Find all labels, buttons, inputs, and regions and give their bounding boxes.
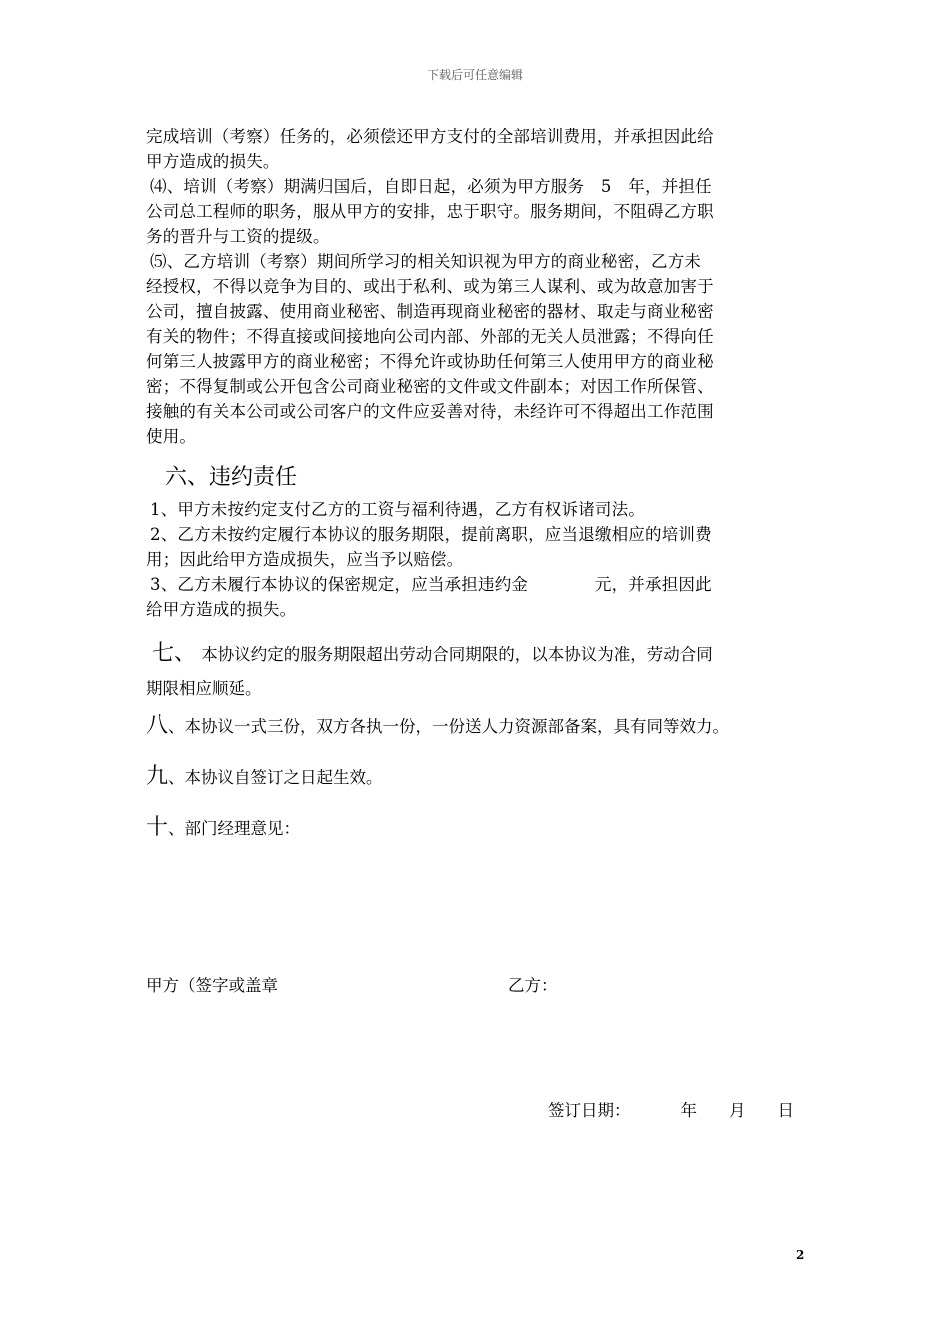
section10 — [146, 810, 300, 841]
text-line: 给甲方造成的损失。 — [146, 600, 297, 619]
party-a-signature: 甲方（签字或盖章 — [146, 976, 278, 995]
section10-text: 、部门经理意见： — [168, 819, 301, 838]
date-label: 签订日期： — [548, 1101, 631, 1120]
text-line: ⑸、乙方培训（考察）期间所学习的相关知识视为甲方的商业秘密，乙方未 — [150, 252, 702, 271]
text-line: 公司总工程师的职务，服从甲方的安排，忠于职守。服务期间，不阻碍乙方职 — [146, 202, 714, 221]
text-line: 用；因此给甲方造成损失，应当予以赔偿。 — [146, 550, 464, 569]
text-line: 2、乙方未按约定履行本协议的服务期限，提前离职，应当退缴相应的培训费 — [150, 525, 712, 544]
page-number: 2 — [796, 1248, 805, 1262]
text-line: ⑷、培训（考察）期满归国后，自即日起，必须为甲方服务 5 年，并担任 — [150, 177, 712, 196]
section9-text: 、本协议自签订之日起生效。 — [168, 768, 383, 787]
section7-line2: 期限相应顺延。 — [146, 679, 262, 698]
date-month: 月 — [729, 1101, 746, 1120]
section6-heading: 六、违约责任 — [165, 465, 298, 490]
text-line: 经授权，不得以竞争为目的、或出于私利、或为第三人谋利、或为故意加害于 — [146, 277, 714, 296]
party-b-signature: 乙方： — [508, 976, 558, 995]
text-line: 公司，擅自披露、使用商业秘密、制造再现商业秘密的器材、取走与商业秘密 — [146, 302, 714, 321]
section5-continuation — [146, 124, 814, 449]
date-day: 日 — [777, 1101, 794, 1120]
section7-number: 七、 — [152, 641, 197, 666]
text-line: 接触的有关本公司或公司客户的文件应妥善对待，未经许可不得超出工作范围 — [146, 402, 714, 421]
text-line: 务的晋升与工资的提级。 — [146, 227, 330, 246]
text-line: 何第三人披露甲方的商业秘密；不得允许或协助任何第三人使用甲方的商业秘 — [146, 352, 714, 371]
date-year: 年 — [680, 1101, 697, 1120]
signing-date — [548, 1097, 794, 1121]
section8-number: 八 — [146, 713, 169, 738]
section10-number: 十 — [146, 815, 169, 840]
page-header: 下载后可任意编辑 — [426, 68, 523, 82]
text-line: 完成培训（考察）任务的，必须偿还甲方支付的全部培训费用，并承担因此给 — [146, 127, 714, 146]
text-line: 有关的物件；不得直接或间接地向公司内部、外部的无关人员泄露；不得向任 — [146, 327, 714, 346]
section7-line1 — [152, 636, 713, 667]
text-line: 1、甲方未按约定支付乙方的工资与福利待遇，乙方有权诉诸司法。 — [150, 500, 645, 519]
section8-text: 、本协议一式三份，双方各执一份，一份送人力资源部备案，具有同等效力。 — [168, 717, 730, 736]
section8 — [146, 708, 729, 739]
section7-text: 本协议约定的服务期限超出劳动合同期限的，以本协议为准，劳动合同 — [201, 645, 713, 664]
text-line: 使用。 — [146, 427, 197, 446]
section6-body — [146, 497, 814, 622]
text-line: 密；不得复制或公开包含公司商业秘密的文件或文件副本；对因工作所保管、 — [146, 377, 714, 396]
text-line: 3、乙方未履行本协议的保密规定，应当承担违约金 元，并承担因此 — [150, 575, 712, 594]
section9 — [146, 759, 383, 790]
text-line: 甲方造成的损失。 — [146, 152, 280, 171]
section9-number: 九 — [146, 764, 169, 789]
